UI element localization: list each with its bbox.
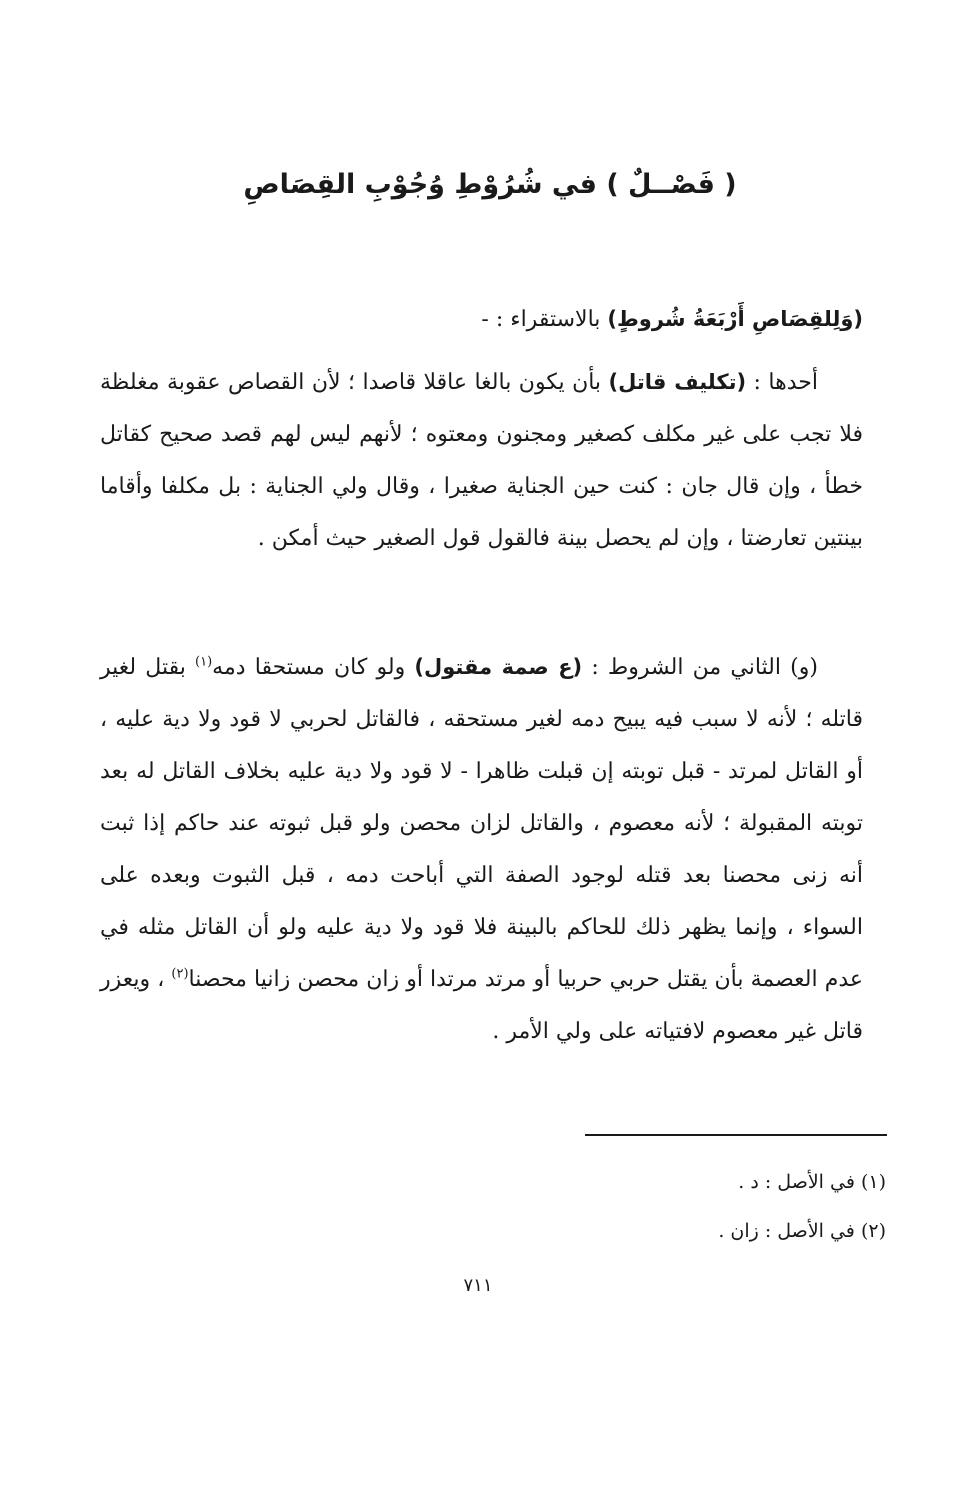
- condition-2-intro: (و) الثاني من الشروط :: [582, 655, 818, 680]
- footnote-separator: [585, 1134, 887, 1136]
- condition-2-body-after-note: بقتل لغير قاتله ؛ لأنه لا سبب فيه يبيح دمه لغير مستحقه ، فالقاتل لحربي لا قود ولا دية عليه ، أو القاتل لمرتد - قبل توبته إن قبلت ظاهرا - لا قود ولا دية عليه بخلاف القاتل له بعد توبته المقبولة ؛ لأنه معصوم ، والقاتل لزان محصن ولو قبل ثبوته عند حاكم إذا ثبت أنه زنى محصنا بعد قتله لوجود الصفة التي أباحت دمه ، قبل الثبوت وبعده على السواء ، وإنما يظهر ذلك للحاكم بالبينة فلا قود ولا دية عليه ولو أن القاتل مثله في عدم العصمة بأن يقتل حربي حربيا أو مرتد مرتدا أو زان محصن زانيا محصنا: [100, 655, 863, 992]
- lead-rest: بالاستقراء : -: [481, 307, 608, 332]
- chapter-title: ( فَصْــلٌ ) في شُرُوْطِ وُجُوْبِ القِصَاصِ: [243, 169, 737, 200]
- footnote-2: [500, 1216, 886, 1246]
- footnote-2-text: في الأصل : زان .: [718, 1220, 861, 1242]
- footnote-2-mark: (٢): [860, 1220, 886, 1242]
- condition-2-matn: (ع صمة مقتول): [414, 655, 583, 679]
- footnote-ref-2[interactable]: (٢): [171, 966, 189, 982]
- footnote-1-text: في الأصل : د .: [738, 1171, 861, 1193]
- footnote-1: [500, 1167, 886, 1197]
- condition-1-intro: أحدها :: [746, 370, 818, 395]
- lead-paragraph: [100, 293, 863, 346]
- condition-2-body-end: ، ويعزر قاتل غير معصوم لافتياته على ولي الأمر .: [100, 967, 863, 1044]
- footnote-1-mark: (١): [860, 1171, 886, 1193]
- footnote-ref-1[interactable]: (١): [195, 654, 213, 670]
- condition-1-matn: (تكليف قاتل): [608, 370, 747, 394]
- condition-1-body: بأن يكون بالغا عاقلا قاصدا ؛ لأن القصاص عقوبة مغلظة فلا تجب على غير مكلف كصغير ومجنون ومعتوه ؛ لأنهم ليس لهم قصد صحيح كقاتل خطأ ، وإن قال جان : كنت حين الجناية صغيرا ، وقال ولي الجناية : بل مكلفا وأقاما بينتين تعارضتا ، وإن لم يحصل بينة فالقول قول الصغير حيث أمكن .: [100, 370, 863, 551]
- lead-matn: (وَلِلقِصَاصِ أَرْبَعَةُ شُروطٍ): [607, 307, 863, 331]
- page-number: ٧١١: [463, 1275, 493, 1296]
- condition-1-paragraph: [100, 356, 863, 565]
- condition-2-body-before-note: ولو كان مستحقا دمه: [212, 655, 415, 680]
- condition-2-paragraph: [100, 641, 863, 1058]
